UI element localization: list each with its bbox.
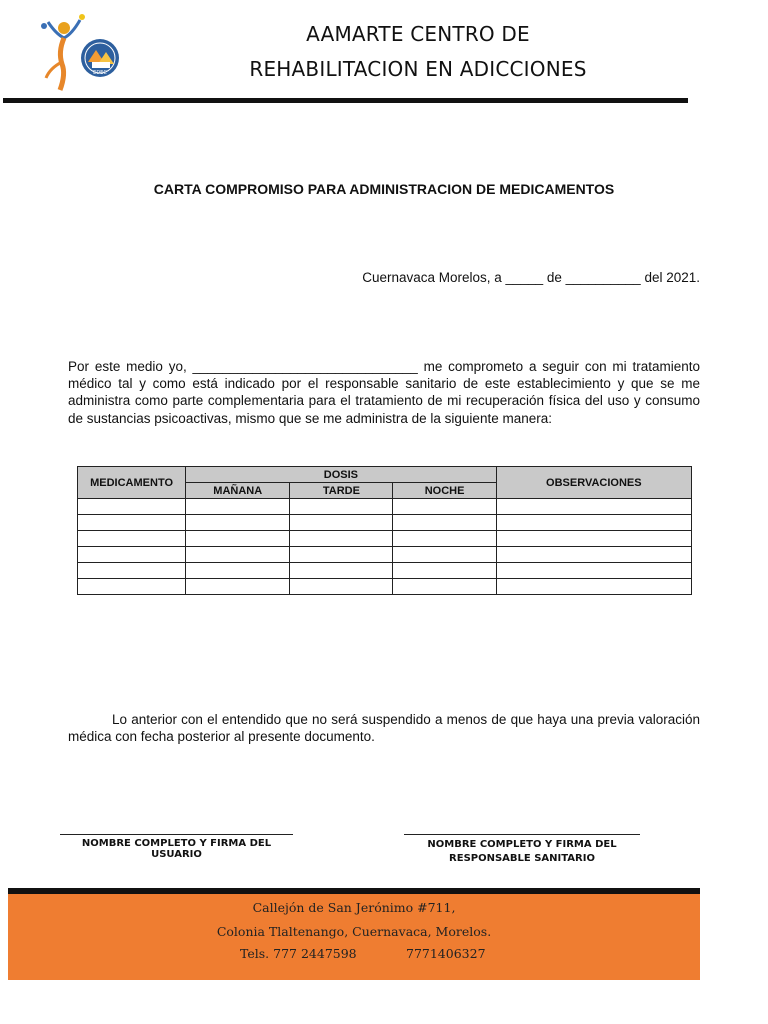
header-observaciones: OBSERVACIONES [496, 467, 691, 499]
person-figure-icon [41, 14, 85, 90]
table-cell [78, 515, 186, 531]
table-cell [496, 531, 691, 547]
medication-rows [78, 499, 692, 595]
user-signature-label: NOMBRE COMPLETO Y FIRMA DEL USUARIO [81, 838, 272, 860]
table-row [78, 515, 692, 531]
table-cell [186, 499, 290, 515]
responsible-signature-block [404, 834, 640, 866]
table-row [78, 499, 692, 515]
address-line1: Callejón de San Jerónimo #711, [252, 900, 456, 915]
medication-table [77, 466, 692, 595]
signature-line [404, 834, 640, 835]
signature-line [60, 834, 293, 835]
logo-text: EDEC [93, 70, 107, 76]
header-divider [3, 98, 688, 103]
table-cell [186, 531, 290, 547]
table-cell [186, 579, 290, 595]
table-cell [186, 547, 290, 563]
table-cell [78, 531, 186, 547]
table-cell [393, 579, 496, 595]
header-noche: NOCHE [393, 483, 496, 499]
header-medicamento: MEDICAMENTO [78, 467, 186, 499]
table-cell [393, 515, 496, 531]
date-line: Cuernavaca Morelos, a _____ de __________ del 2021. [362, 270, 700, 285]
table-row [78, 579, 692, 595]
table-cell [496, 563, 691, 579]
table-cell [496, 515, 691, 531]
header-manana: MAÑANA [186, 483, 290, 499]
phone-number-2: 7771406327 [406, 946, 486, 961]
table-row [78, 547, 692, 563]
organization-logo [36, 12, 122, 96]
org-name-line1: AAMARTE CENTRO DE [306, 22, 530, 46]
commitment-paragraph: Por este medio yo, ______________________________ me comprometo a seguir con mi tratamiento médico tal y como está indicado por el responsable sanitario de este establecimiento y que se me administra como parte complementaria para el tratamiento de mi recuperación física del uso y consumo de sustancias psicoactivas, mismo que se me administra de la siguiente manera: [68, 359, 700, 426]
closing-paragraph: Lo anterior con el entendido que no será suspendido a menos de que haya una previa valoración médica con fecha posterior al presente documento. [68, 712, 700, 745]
phone-label: Tels. 777 2447598 [240, 946, 357, 961]
table-cell [290, 579, 393, 595]
table-cell [290, 531, 393, 547]
org-name-line2: REHABILITACION EN ADICCIONES [249, 57, 587, 81]
table-cell [186, 515, 290, 531]
table-cell [290, 515, 393, 531]
address-line2: Colonia Tlaltenango, Cuernavaca, Morelos. [216, 924, 492, 939]
table-cell [78, 563, 186, 579]
table-cell [290, 563, 393, 579]
header-dosis: DOSIS [186, 467, 497, 483]
responsible-signature-label: NOMBRE COMPLETO Y FIRMA DEL RESPONSABLE SANITARIO [427, 839, 617, 864]
table-cell [496, 499, 691, 515]
user-signature-block [60, 834, 293, 860]
table-cell [393, 547, 496, 563]
table-cell [393, 563, 496, 579]
table-cell [290, 499, 393, 515]
footer-address-band [8, 894, 700, 980]
table-cell [186, 563, 290, 579]
table-cell [78, 499, 186, 515]
table-cell [496, 547, 691, 563]
table-cell [496, 579, 691, 595]
table-row [78, 563, 692, 579]
table-cell [290, 547, 393, 563]
table-row [78, 531, 692, 547]
table-cell [393, 531, 496, 547]
table-cell [78, 579, 186, 595]
document-title: CARTA COMPROMISO PARA ADMINISTRACION DE MEDICAMENTOS [153, 181, 615, 197]
table-cell [393, 499, 496, 515]
header-tarde: TARDE [290, 483, 393, 499]
table-cell [78, 547, 186, 563]
